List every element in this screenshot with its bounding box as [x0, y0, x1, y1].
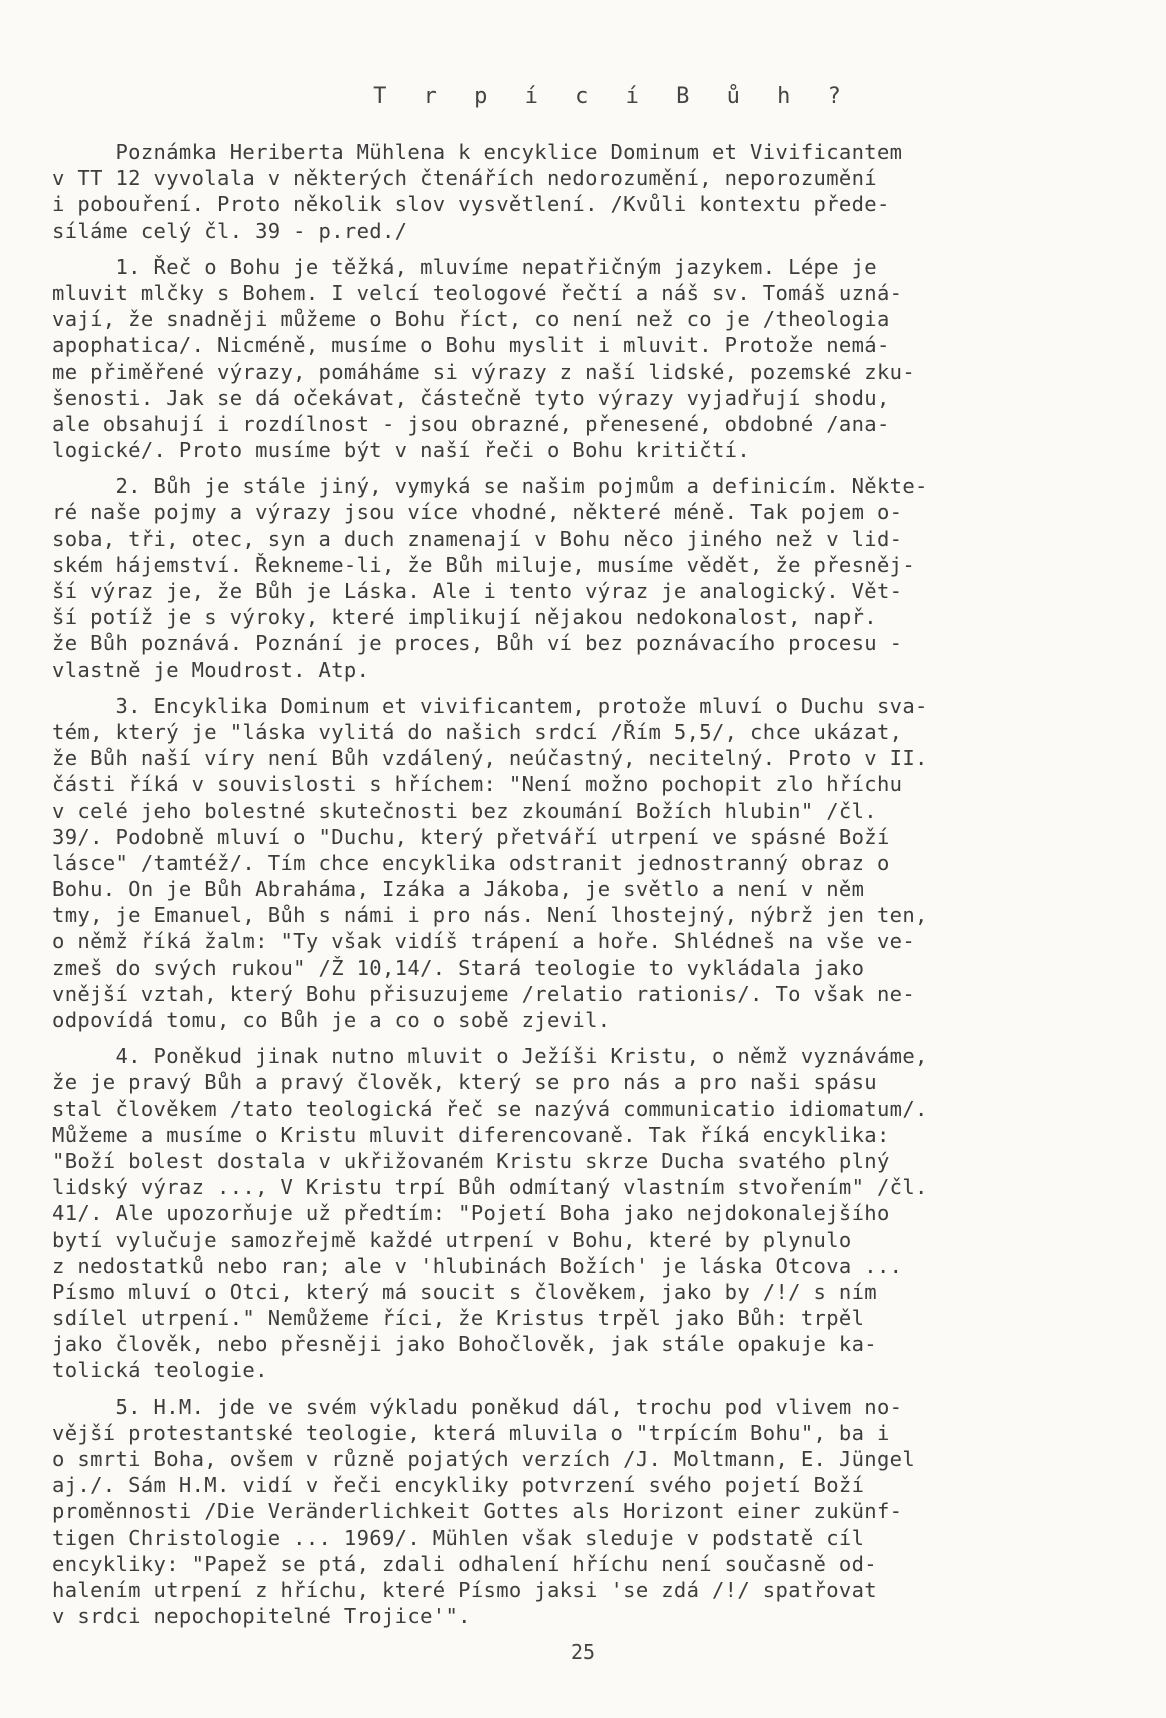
document-title: T r p í c í B ů h ?: [373, 84, 853, 109]
text-line: 3. Encyklika Dominum et vivificantem, protože mluví o Duchu sva-: [52, 693, 928, 718]
text-line: 41/. Ale upozorňuje už předtím: "Pojetí Boha jako nejdokonalejšího: [52, 1201, 890, 1226]
text-line: odpovídá tomu, co Bůh je a co o sobě zjevil.: [52, 1008, 611, 1032]
text-line: 4. Poněkud jinak nutno mluvit o Ježíši Kristu, o němž vyznáváme,: [52, 1044, 928, 1069]
document-body: [52, 139, 1114, 1629]
text-line: ší výraz je, že Bůh je Láska. Ale i tento výraz je analogický. Vět-: [52, 579, 903, 603]
text-line: ší potíž je s výroky, které implikují nějakou nedokonalost, např.: [52, 605, 877, 630]
text-line: že Bůh poznává. Poznání je proces, Bůh ví bez poznávacího procesu -: [52, 631, 903, 656]
text-line: v celé jeho bolestné skutečnosti bez zkoumání Božích hlubin" /čl.: [52, 798, 877, 823]
text-line: soba, tři, otec, syn a duch znamenají v Bohu něco jiného než v lid-: [52, 526, 903, 551]
text-line: síláme celý čl. 39 - p.red./: [52, 218, 408, 243]
text-line: 5. H.M. jde ve svém výkladu poněkud dál, trochu pod vlivem no-: [52, 1394, 903, 1419]
text-line: aj./. Sám H.M. vidí v řeči encykliky potvrzení svého pojetí Boží: [52, 1473, 865, 1498]
text-line: i pobouření. Proto několik slov vysvětlení. /Kvůli kontextu přede-: [52, 192, 890, 217]
text-line: vější protestantské teologie, která mluvila o "trpícím Bohu", ba i: [52, 1420, 890, 1445]
text-line: jako člověk, nebo přesněji jako Bohočlověk, jak stále opakuje ka-: [52, 1332, 877, 1357]
text-line: me přiměřené výrazy, pomáháme si výrazy z naší lidské, pozemské zku-: [52, 359, 916, 384]
text-line: že Bůh naší víry není Bůh vzdálený, neúčastný, necitelný. Proto v II.: [52, 746, 928, 771]
text-line: ale obsahují i rozdílnost - jsou obrazné, přenesené, obdobné /ana-: [52, 411, 890, 436]
text-line: v srdci nepochopitelné Trojice'".: [52, 1604, 471, 1629]
text-line: Bohu. On je Bůh Abraháma, Izáka a Jákoba, je světlo a není v něm: [52, 877, 865, 902]
text-line: lidský výraz ..., V Kristu trpí Bůh odmítaný vlastním stvořením" /čl.: [52, 1175, 928, 1200]
paragraph: [52, 473, 1114, 683]
text-line: Poznámka Heriberta Mühlena k encyklice Dominum et Vivificantem: [52, 140, 903, 164]
text-line: "Boží bolest dostala v ukřižovaném Kristu skrze Ducha svatého plný: [52, 1148, 890, 1173]
text-line: o němž říká žalm: "Ty však vidíš trápení a hoře. Shlédneš na vše ve-: [52, 929, 916, 954]
text-line: ském hájemství. Řekneme-li, že Bůh miluje, musíme vědět, že přesněj-: [52, 552, 916, 577]
document-page: [52, 84, 1114, 1639]
text-line: 1. Řeč o Bohu je těžká, mluvíme nepatřičným jazykem. Lépe je: [52, 254, 877, 279]
text-line: tigen Christologie ... 1969/. Mühlen však sleduje v podstatě cíl: [52, 1525, 865, 1550]
text-line: lásce" /tamtéž/. Tím chce encyklika odstranit jednostranný obraz o: [52, 850, 890, 875]
paragraph: [52, 254, 1114, 464]
text-line: o smrti Boha, ovšem v různě pojatých verzích /J. Moltmann, E. Jüngel: [52, 1447, 916, 1471]
text-line: části říká v souvislosti s hříchem: "Není možno pochopit zlo hříchu: [52, 772, 903, 797]
text-line: šenosti. Jak se dá očekávat, částečně tyto výrazy vyjadřují shodu,: [52, 385, 890, 410]
paragraph: [52, 139, 1114, 244]
text-line: v TT 12 vyvolala v některých čtenářích nedorozumění, neporozumění: [52, 166, 877, 191]
text-line: stal člověkem /tato teologická řeč se nazývá communicatio idiomatum/.: [52, 1096, 928, 1121]
paragraph: [52, 1394, 1114, 1630]
text-line: 2. Bůh je stále jiný, vymyká se našim pojmům a definicím. Někte-: [52, 474, 928, 499]
text-line: vnější vztah, který Bohu přisuzujeme /relatio rationis/. To však ne-: [52, 981, 916, 1006]
text-line: Písmo mluví o Otci, který má soucit s člověkem, jako by /!/ s ním: [52, 1279, 877, 1304]
page-number: 25: [570, 1640, 596, 1664]
text-line: mluvit mlčky s Bohem. I velcí teologové řečtí a náš sv. Tomáš uzná-: [52, 280, 903, 305]
text-line: tolická teologie.: [52, 1358, 268, 1383]
text-line: encykliky: "Papež se ptá, zdali odhalení hříchu není současně od-: [52, 1551, 877, 1576]
text-line: tmy, je Emanuel, Bůh s námi i pro nás. Není lhostejný, nýbrž jen ten,: [52, 903, 928, 928]
text-line: sdílel utrpení." Nemůžeme říci, že Kristus trpěl jako Bůh: trpěl: [52, 1306, 865, 1331]
text-line: že je pravý Bůh a pravý člověk, který se pro nás a pro naši spásu: [52, 1070, 877, 1095]
text-line: logické/. Proto musíme být v naší řeči o Bohu kritičtí.: [52, 438, 751, 463]
text-line: tém, který je "láska vylitá do našich srdcí /Řím 5,5/, chce ukázat,: [52, 719, 903, 744]
paragraph: [52, 1043, 1114, 1383]
paragraph: [52, 693, 1114, 1033]
text-line: zmeš do svých rukou" /Ž 10,14/. Stará teologie to vykládala jako: [52, 955, 865, 980]
text-line: z nedostatků nebo ran; ale v 'hlubinách Božích' je láska Otcova ...: [52, 1253, 903, 1278]
text-line: proměnnosti /Die Veränderlichkeit Gottes als Horizont einer zukünf-: [52, 1499, 903, 1524]
text-line: 39/. Podobně mluví o "Duchu, který přetváří utrpení ve spásné Boží: [52, 824, 890, 849]
text-line: vlastně je Moudrost. Atp.: [52, 657, 370, 682]
text-line: bytí vylučuje samozřejmě každé utrpení v Bohu, které by plynulo: [52, 1227, 852, 1252]
text-line: vají, že snadněji můžeme o Bohu říct, co není než co je /theologia: [52, 307, 890, 332]
text-line: Můžeme a musíme o Kristu mluvit diferencovaně. Tak říká encyklika:: [52, 1122, 890, 1147]
text-line: apophatica/. Nicméně, musíme o Bohu myslit i mluvit. Protože nemá-: [52, 333, 890, 358]
text-line: halením utrpení z hříchu, které Písmo jaksi 'se zdá /!/ spatřovat: [52, 1577, 877, 1602]
text-line: ré naše pojmy a výrazy jsou více vhodné, některé méně. Tak pojem o-: [52, 500, 903, 525]
